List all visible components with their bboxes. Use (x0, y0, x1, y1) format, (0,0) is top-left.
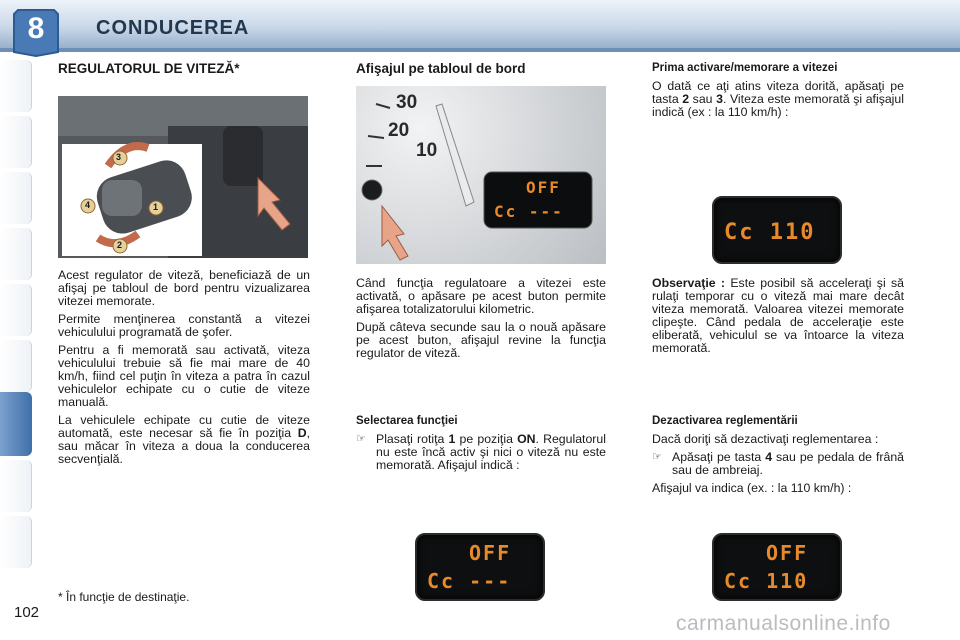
text-run: O dată ce aţi atins viteza dorită, apăsaţi pe tasta (652, 79, 904, 106)
paragraph: Afişajul va indica (ex. : la 110 km/h) : (652, 481, 852, 495)
text-run: . Viteza este memorată şi afişajul indică (ex : la 110 km/h) : (652, 92, 904, 119)
text-run: . Regulatorul nu este încă activ şi nici o viteză nu este memorată. Afişajul indică : (376, 432, 606, 472)
text-run: La vehiculele echipate cu cutie de viteze automată, este necesar să fie în poziţia (58, 413, 310, 440)
instruction-bullet (356, 433, 606, 477)
column-1-body (58, 269, 310, 471)
text-run: Este posibil să acceleraţi şi să rulaţi temporar cu o viteză mai mare decât viteza memorată. Valoarea vitezei memorate clipeşte. Când pedala de acceleraţie este eliberată, vehiculul se va întoarce la viteza memorată. (652, 276, 904, 355)
text-run: sau (689, 92, 717, 106)
deactivation-section (652, 415, 904, 500)
observation-label: Observaţie : (652, 276, 726, 290)
display-line-1: Cc 110 (724, 220, 816, 245)
gauge-illustration-icon (356, 86, 606, 264)
section-heading: REGULATORUL DE VITEZĂ* (58, 61, 240, 76)
control-number: 2 (682, 92, 690, 106)
text-run: Apăsaţi pe tasta (672, 450, 766, 464)
chapter-title: CONDUCEREA (96, 17, 250, 39)
chapter-tab[interactable] (0, 340, 32, 392)
select-function-section (356, 415, 606, 477)
chapter-tab-strip (0, 60, 34, 580)
display-line-2: Cc 110 (724, 569, 809, 593)
column-2-body (356, 277, 606, 365)
paragraph: Când funcţia regulatoare a vitezei este activată, o apăsare pe acest buton permite afişarea totalizatorului kilometric. (356, 276, 606, 316)
chapter-badge (10, 6, 62, 58)
paragraph (652, 80, 904, 119)
dashboard-gauge-photo (356, 86, 606, 264)
chapter-tab[interactable] (0, 284, 32, 336)
display-off-cc-110 (712, 533, 842, 601)
paragraph (672, 451, 904, 477)
paragraph: Acest regulator de viteză, beneficiază de un afişaj pe tabloul de bord pentru vizualizarea vitezei memorate. (58, 268, 310, 308)
chapter-tab-active[interactable] (0, 392, 32, 456)
text-run: pe poziţia (455, 432, 518, 446)
chapter-tab[interactable] (0, 116, 32, 168)
display-off-cc-dashes (415, 533, 545, 601)
on-position: ON (517, 432, 536, 446)
observation-section (652, 277, 904, 360)
chapter-tab[interactable] (0, 172, 32, 224)
section-heading: Afişajul pe tabloul de bord (356, 61, 526, 76)
chapter-tab[interactable] (0, 516, 32, 568)
chapter-tab[interactable] (0, 228, 32, 280)
pointing-hand-icon: ☞ (652, 451, 662, 463)
chapter-tab[interactable] (0, 460, 32, 512)
callout-label: 1 (153, 202, 159, 212)
display-line-2: Cc --- (494, 202, 564, 221)
callout-label: 2 (117, 240, 123, 250)
subsection-heading: Prima activare/memorare a vitezei (652, 62, 838, 74)
watermark: carmanualsonline.info (676, 612, 891, 635)
display-cc-110 (712, 196, 842, 264)
paragraph: După câteva secunde sau la o nouă apăsare pe acest buton, afişajul revine la funcţia regulator de viteză. (356, 320, 606, 360)
subsection-heading: Selectarea funcţiei (356, 415, 458, 427)
display-line-1: OFF (526, 178, 561, 197)
column-3 (652, 62, 904, 124)
text-run: , sau măcar în viteza a doua la conducerea secvenţială. (58, 426, 310, 466)
pointing-hand-icon: ☞ (356, 433, 366, 445)
callout-label: 3 (116, 152, 122, 162)
paragraph: Dacă doriţi să dezactivaţi reglementarea : (652, 432, 879, 446)
paragraph (652, 277, 904, 355)
footnote: * În funcţie de destinaţie. (58, 590, 190, 604)
control-number: 1 (448, 432, 456, 446)
gauge-label: 30 (396, 92, 418, 113)
stalk-illustration-icon (58, 96, 308, 258)
gear-position: D (297, 426, 307, 440)
column-2 (356, 62, 606, 75)
paragraph (58, 414, 310, 466)
display-line-2: Cc --- (427, 569, 512, 593)
paragraph: Permite menţinerea constantă a vitezei vehiculului programată de şofer. (58, 312, 310, 339)
callout-label: 4 (85, 200, 91, 210)
gauge-label: 10 (416, 140, 438, 161)
column-1 (58, 62, 310, 75)
control-number: 3 (716, 92, 723, 106)
display-line-1: OFF (469, 541, 512, 565)
display-line-1: OFF (766, 541, 809, 565)
subsection-heading: Dezactivarea reglementării (652, 415, 798, 427)
chapter-number: 8 (27, 12, 45, 45)
paragraph: Pentru a fi memorată sau activată, viteza vehiculului trebuie să fie mai mare de 40 km/h, fiind cel puţin în viteza a patra în cazul vehiculelor echipate cu o cutie de viteze manuală. (58, 343, 310, 409)
control-number: 4 (765, 450, 773, 464)
header-divider (0, 48, 960, 52)
page-number: 102 (14, 604, 40, 621)
paragraph (376, 433, 606, 472)
gauge-label: 20 (388, 120, 410, 141)
chapter-tab[interactable] (0, 60, 32, 112)
text-run: Plasaţi rotiţa (376, 432, 449, 446)
cruise-control-stalk-photo (58, 96, 308, 258)
text-run: sau pe pedala de frână sau de ambreiaj. (672, 450, 904, 477)
instruction-bullet (652, 451, 904, 482)
